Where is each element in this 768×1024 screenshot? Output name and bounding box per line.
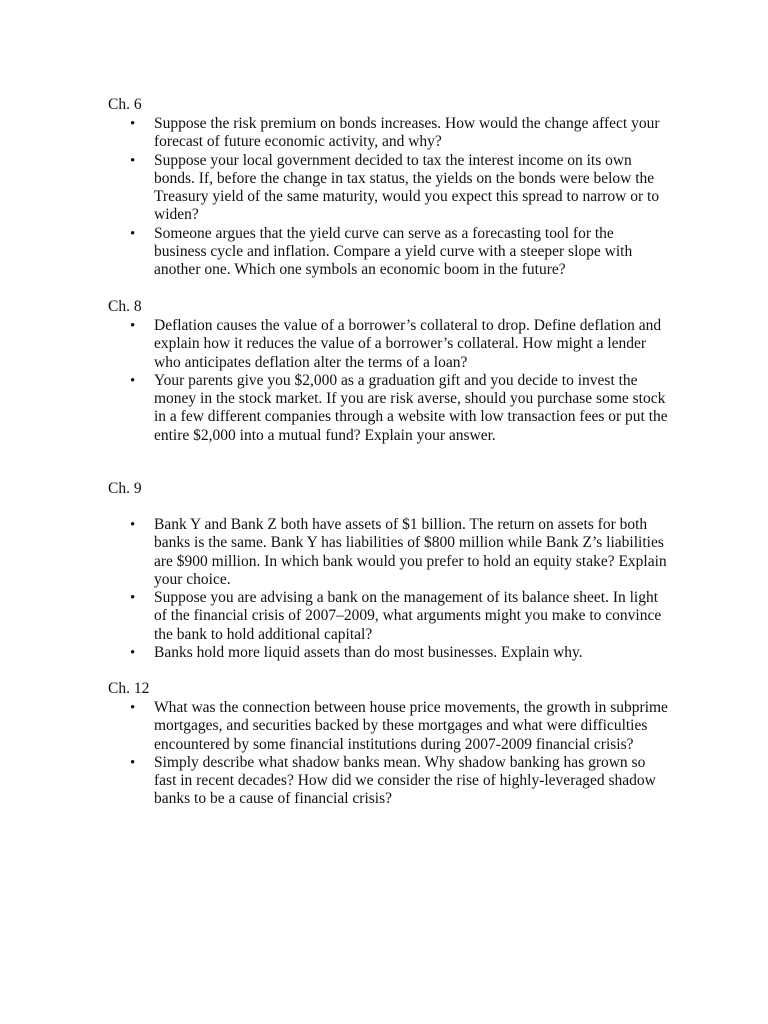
question-list <box>108 317 668 445</box>
bullet-icon: • <box>130 116 136 132</box>
list-item <box>108 152 668 225</box>
list-item <box>108 754 668 809</box>
bullet-icon: • <box>130 225 136 242</box>
question-list <box>108 115 668 280</box>
list-item <box>108 115 668 152</box>
section-heading: Ch. 8 <box>108 298 142 315</box>
question-text: Suppose you are advising a bank on the management of its balance sheet. In light of the financial crisis of 2007–2009, what arguments might you make to convince the bank to hold additional capital? <box>154 589 662 643</box>
list-item <box>108 516 668 589</box>
list-item <box>108 372 668 445</box>
bullet-icon: • <box>130 645 136 662</box>
question-text: Banks hold more liquid assets than do most businesses. Explain why. <box>154 644 583 662</box>
bullet-icon: • <box>130 152 136 169</box>
bullet-icon: • <box>130 318 136 334</box>
list-item <box>108 225 668 280</box>
question-text: Someone argues that the yield curve can serve as a forecasting tool for the business cycle and inflation. Compare a yield curve with a steeper slope with another one. Which one symbols an economic boom in the future? <box>154 224 633 279</box>
question-text: Deflation causes the value of a borrower’s collateral to drop. Define deflation and explain how it reduces the value of a borrower’s collateral. How might a lender who anticipates deflation alter the terms of a loan? <box>154 317 662 371</box>
bullet-icon: • <box>130 372 136 389</box>
section-heading: Ch. 12 <box>108 680 150 697</box>
list-item <box>108 644 668 662</box>
bullet-icon: • <box>130 590 136 607</box>
question-text: Simply describe what shadow banks mean. Why shadow banking has grown so fast in recent decades? How did we consider the rise of highly-leveraged shadow banks to be a cause of financial crisis? <box>154 753 656 808</box>
list-item <box>108 699 668 754</box>
section-ch6 <box>108 96 668 280</box>
question-list <box>108 699 668 809</box>
bullet-icon: • <box>130 754 136 771</box>
section-ch12 <box>108 680 668 809</box>
question-text: Your parents give you $2,000 as a graduation gift and you decide to invest the money in the stock market. If you are risk averse, should you purchase some stock in a few different companies through a website with low transaction fees or put the entire $2,000 into a mutual fund? Explain your answer. <box>154 371 668 444</box>
question-text: What was the connection between house price movements, the growth in subprime mortgages, and securities backed by these mortgages and what were difficulties encountered by some financial institutions during 2007-2009 financial crisis? <box>154 699 668 753</box>
question-text: Suppose the risk premium on bonds increases. How would the change affect your forecast of future economic activity, and why? <box>154 115 660 151</box>
list-item <box>108 317 668 372</box>
list-item <box>108 589 668 644</box>
bullet-icon: • <box>130 517 136 533</box>
bullet-icon: • <box>130 700 136 716</box>
question-text: Bank Y and Bank Z both have assets of $1 billion. The return on assets for both banks is the same. Bank Y has liabilities of $800 million while Bank Z’s liabilities are $900 million. In which bank would you prefer to hold an equity stake? Explain your choice. <box>154 516 667 588</box>
section-heading: Ch. 9 <box>108 480 142 497</box>
question-list <box>108 516 668 662</box>
question-text: Suppose your local government decided to tax the interest income on its own bonds. If, before the change in tax status, the yields on the bonds were below the Treasury yield of the same maturity, would you expect this spread to narrow or to widen? <box>154 151 660 224</box>
section-ch9 <box>108 480 668 662</box>
section-ch8 <box>108 298 668 445</box>
section-heading: Ch. 6 <box>108 96 142 113</box>
